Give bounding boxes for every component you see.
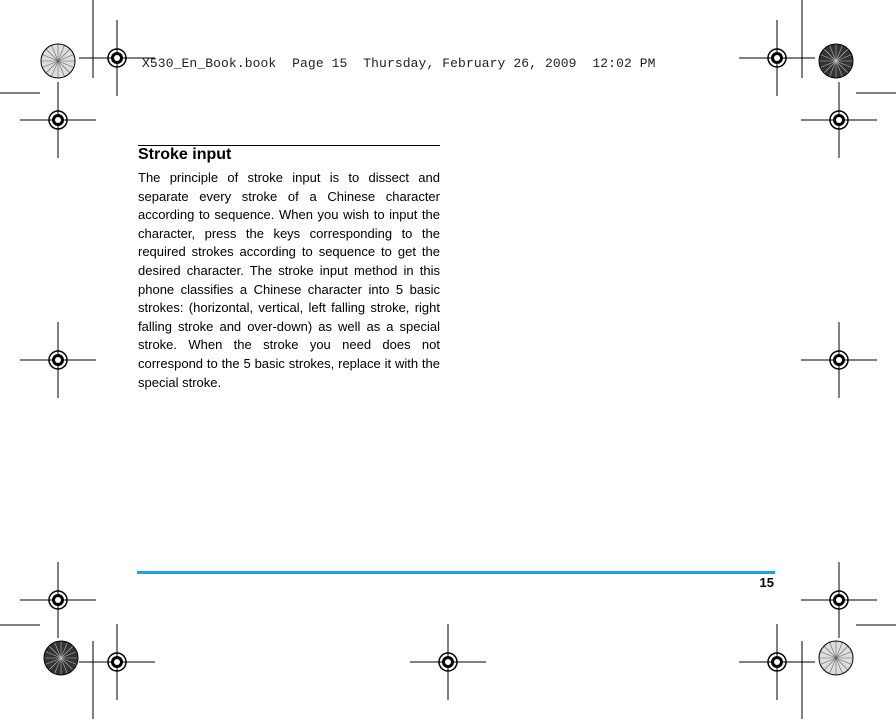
star-target-icon <box>819 641 853 675</box>
footer-rule <box>137 571 775 574</box>
registration-mark-icon <box>801 322 877 398</box>
section-heading: Stroke input <box>138 146 232 163</box>
star-target-icon <box>819 44 853 78</box>
registration-mark-icon <box>739 624 815 700</box>
star-target-icon <box>41 44 75 78</box>
star-target-icon <box>44 641 78 675</box>
registration-mark-icon <box>801 562 877 638</box>
section-body: The principle of stroke input is to dissect and separate every stroke of a Chinese character according to sequence. When you wish to input the character, press the keys corresponding to the required strokes according to sequence to get the desired character. The stroke input method in this phone classifies a Chinese character into 5 basic strokes: (horizontal, vertical, left falling stroke, right falling stroke and over-down) as well as a special stroke. When the stroke you need does not correspond to the 5 basic strokes, replace it with the special stroke. <box>138 170 440 390</box>
print-slug: X530_En_Book.book Page 15 Thursday, February 26, 2009 12:02 PM <box>142 56 656 71</box>
registration-mark-icon <box>410 624 486 700</box>
registration-mark-icon <box>20 562 96 638</box>
registration-mark-icon <box>79 624 155 700</box>
registration-mark-icon <box>739 20 815 96</box>
registration-mark-icon <box>20 322 96 398</box>
page-number: 15 <box>759 575 774 590</box>
